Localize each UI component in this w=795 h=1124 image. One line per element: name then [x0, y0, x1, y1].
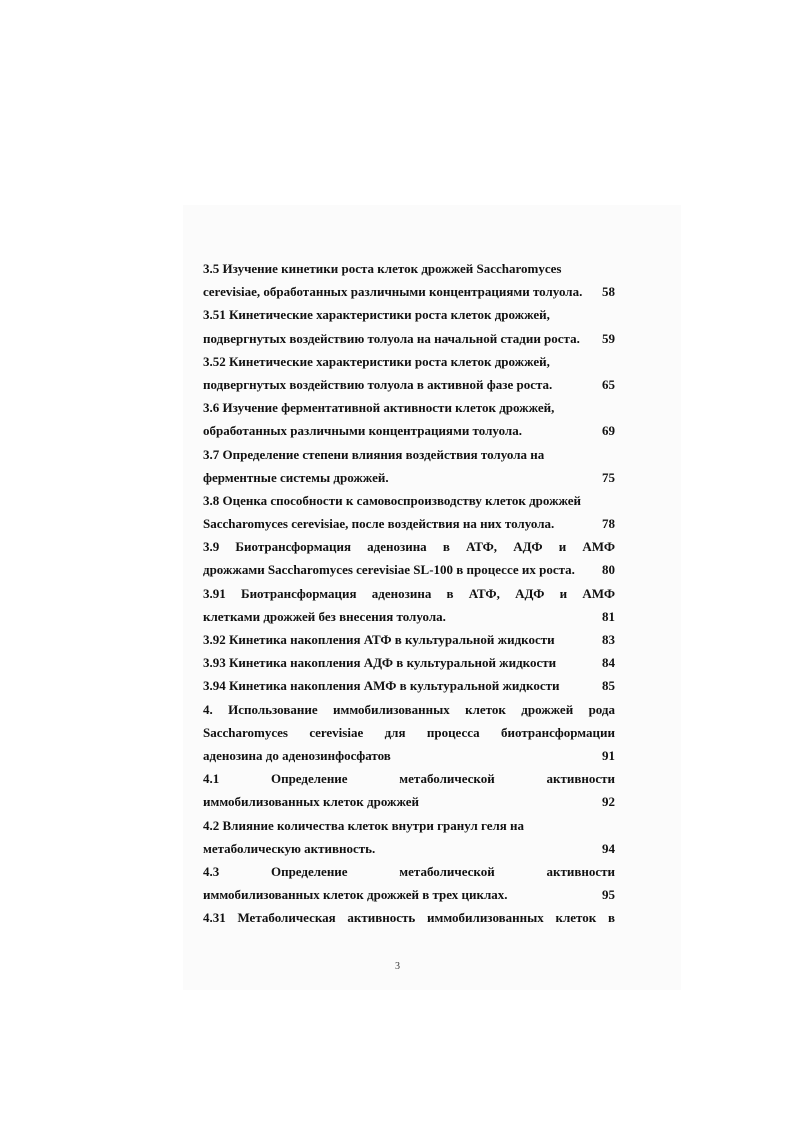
- toc-line: [203, 257, 615, 280]
- toc-entry: [203, 443, 615, 489]
- toc-entry-text: дрожжами Saccharomyces cerevisiae SL-100 в процессе их роста.: [203, 562, 575, 578]
- toc-entry-text: 3.6 Изучение ферментативной активности клеток дрожжей,: [203, 400, 555, 416]
- toc-entry-text: 3.94 Кинетика накопления АМФ в культуральной жидкости: [203, 678, 560, 694]
- toc-entry-text: Saccharomyces cerevisiae, после воздействия на них толуола.: [203, 516, 555, 532]
- toc-entry: [203, 303, 615, 349]
- toc-line: [203, 443, 615, 466]
- toc-page-number: 92: [602, 794, 615, 810]
- toc-entry-text: 4.31 Метаболическая активность иммобилизованных клеток в: [203, 910, 615, 926]
- toc-line: [203, 674, 615, 697]
- toc-entry-text: клетками дрожжей без внесения толуола.: [203, 608, 446, 624]
- toc-line: [203, 744, 615, 767]
- toc-entry-text: 3.51 Кинетические характеристики роста клеток дрожжей,: [203, 307, 550, 323]
- toc-entry-text: 4. Использование иммобилизованных клеток дрожжей рода: [203, 701, 615, 717]
- toc-line: [203, 466, 615, 489]
- toc-line: [203, 303, 615, 326]
- toc-entry-text: 4.3 Определение метаболической активности: [203, 863, 615, 879]
- toc-page-number: 91: [602, 747, 615, 763]
- toc-entry-text: подвергнутых воздействию толуола на начальной стадии роста.: [203, 330, 580, 346]
- toc-page-number: 59: [602, 330, 615, 346]
- toc-entry: [203, 698, 615, 768]
- toc-entry: [203, 628, 615, 651]
- toc-entry: [203, 350, 615, 396]
- toc-line: [203, 512, 615, 535]
- toc-entry: [203, 257, 615, 303]
- toc-line: [203, 605, 615, 628]
- toc-line: [203, 860, 615, 883]
- toc-entry: [203, 582, 615, 628]
- toc-line: [203, 814, 615, 837]
- toc-line: [203, 419, 615, 442]
- toc-entry-text: иммобилизованных клеток дрожжей в трех циклах.: [203, 887, 508, 903]
- toc-entry-text: метаболическую активность.: [203, 840, 376, 856]
- toc-entry-text: обработанных различными концентрациями толуола.: [203, 423, 522, 439]
- toc-line: [203, 628, 615, 651]
- toc-page-number: 80: [602, 562, 615, 578]
- toc-entry-text: cerevisiae, обработанных различными концентрациями толуола.: [203, 284, 583, 300]
- toc-entry-text: 3.93 Кинетика накопления АДФ в культуральной жидкости: [203, 655, 557, 671]
- toc-line: [203, 767, 615, 790]
- toc-entry-text: 3.52 Кинетические характеристики роста клеток дрожжей,: [203, 353, 550, 369]
- toc-entry-text: 3.5 Изучение кинетики роста клеток дрожжей Saccharomyces: [203, 261, 562, 276]
- toc-entry-text: 4.1 Определение метаболической активности: [203, 771, 615, 787]
- toc-page-number: 78: [602, 516, 615, 532]
- toc-entry-text: подвергнутых воздействию толуола в активной фазе роста.: [203, 376, 553, 392]
- toc-page-number: 58: [602, 284, 615, 300]
- page-number: 3: [395, 961, 400, 972]
- toc-entry-text: 3.8 Оценка способности к самовоспроизводству клеток дрожжей: [203, 492, 582, 508]
- toc-page-number: 69: [602, 423, 615, 439]
- toc-page-number: 94: [602, 840, 615, 856]
- toc-entry: [203, 814, 615, 860]
- toc-page-number: 65: [602, 376, 615, 392]
- toc-line: [203, 327, 615, 350]
- toc-line: [203, 790, 615, 813]
- toc-entry-text: Saccharomyces cerevisiae для процесса биотрансформации: [203, 724, 615, 740]
- table-of-contents: [203, 257, 615, 929]
- toc-page-number: 83: [602, 632, 615, 647]
- toc-line: [203, 396, 615, 419]
- toc-page-number: 84: [602, 655, 615, 671]
- toc-line: [203, 837, 615, 860]
- toc-line: [203, 558, 615, 581]
- toc-line: [203, 698, 615, 721]
- toc-page-number: 85: [602, 678, 615, 694]
- toc-entry: [203, 906, 615, 929]
- toc-line: [203, 582, 615, 605]
- toc-entry-text: 3.7 Определение степени влияния воздействия толуола на: [203, 446, 545, 462]
- toc-line: [203, 651, 615, 674]
- toc-entry-text: 3.91 Биотрансформация аденозина в АТФ, АДФ и АМФ: [203, 585, 615, 601]
- toc-line: [203, 721, 615, 744]
- toc-line: [203, 883, 615, 906]
- toc-page-number: 81: [602, 608, 615, 624]
- toc-entry: [203, 396, 615, 442]
- toc-entry-text: иммобилизованных клеток дрожжей: [203, 794, 419, 810]
- toc-entry-text: аденозина до аденозинфосфатов: [203, 747, 391, 763]
- toc-line: [203, 373, 615, 396]
- toc-entry-text: ферментные системы дрожжей.: [203, 469, 389, 485]
- toc-entry: [203, 489, 615, 535]
- toc-line: [203, 535, 615, 558]
- toc-entry: [203, 767, 615, 813]
- toc-line: [203, 350, 615, 373]
- toc-line: [203, 906, 615, 929]
- toc-page-number: 95: [602, 887, 615, 903]
- toc-entry: [203, 535, 615, 581]
- toc-entry: [203, 674, 615, 697]
- toc-entry-text: 4.2 Влияние количества клеток внутри гранул геля на: [203, 817, 525, 833]
- toc-page-number: 75: [602, 469, 615, 485]
- toc-line: [203, 280, 615, 303]
- toc-entry-text: 3.92 Кинетика накопления АТФ в культуральной жидкости: [203, 632, 555, 647]
- toc-entry: [203, 860, 615, 906]
- toc-line: [203, 489, 615, 512]
- toc-entry-text: 3.9 Биотрансформация аденозина в АТФ, АДФ и АМФ: [203, 539, 615, 555]
- toc-entry: [203, 651, 615, 674]
